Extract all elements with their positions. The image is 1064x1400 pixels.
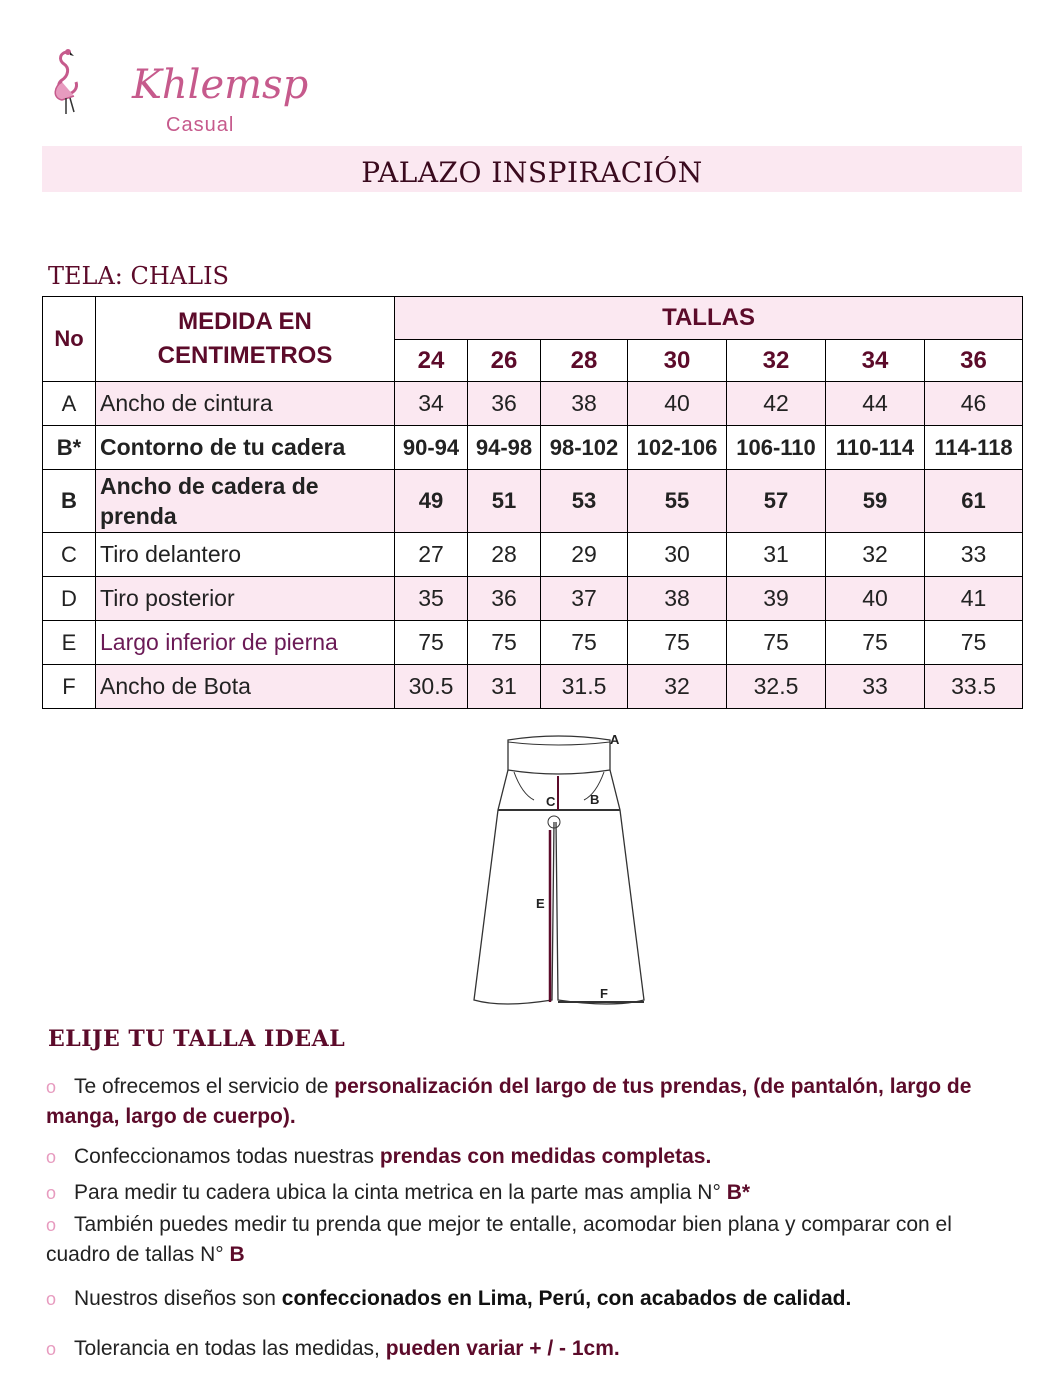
- table-row: [43, 533, 1023, 577]
- guide-item-text: Nuestros diseños son: [74, 1287, 282, 1310]
- row-label: Ancho de Bota: [96, 665, 395, 709]
- bullet-icon: o: [46, 1077, 57, 1097]
- row-value: 28: [468, 533, 541, 577]
- guide-item-text: Tolerancia en todas las medidas,: [74, 1337, 386, 1360]
- row-value: 75: [727, 621, 826, 665]
- row-id: B: [43, 470, 96, 533]
- row-label: Tiro delantero: [96, 533, 395, 577]
- size-header: 36: [925, 340, 1023, 382]
- row-value: 59: [826, 470, 925, 533]
- brand-logo: [48, 44, 309, 136]
- guide-item: [46, 1178, 1006, 1208]
- row-value: 37: [541, 577, 628, 621]
- row-label: Contorno de tu cadera: [96, 426, 395, 470]
- size-header: 26: [468, 340, 541, 382]
- guide-item-strong: confeccionados en Lima, Perú, con acabados de calidad.: [281, 1287, 852, 1310]
- row-id: E: [43, 621, 96, 665]
- row-id: D: [43, 577, 96, 621]
- row-value: 53: [541, 470, 628, 533]
- row-id: B*: [43, 426, 96, 470]
- row-value: 32.5: [727, 665, 826, 709]
- row-value: 38: [541, 382, 628, 426]
- row-id: A: [43, 382, 96, 426]
- row-value: 75: [925, 621, 1023, 665]
- row-value: 29: [541, 533, 628, 577]
- row-value: 102-106: [628, 426, 727, 470]
- bullet-icon: o: [46, 1289, 57, 1309]
- row-value: 35: [395, 577, 468, 621]
- row-value: 31: [468, 665, 541, 709]
- row-value: 98-102: [541, 426, 628, 470]
- bullet-icon: o: [46, 1183, 57, 1203]
- guide-item: [46, 1142, 1006, 1172]
- row-value: 61: [925, 470, 1023, 533]
- row-label: Tiro posterior: [96, 577, 395, 621]
- row-label: Ancho de cadera de prenda: [96, 470, 395, 533]
- guide-item: [46, 1210, 1006, 1270]
- guide-item-strong: pueden variar + / - 1cm.: [385, 1337, 620, 1360]
- size-header: 28: [541, 340, 628, 382]
- row-value: 31: [727, 533, 826, 577]
- guide-item-text: También puedes medir tu prenda que mejor te entalle, acomodar bien plana y comparar con el cuadro de tallas N°: [46, 1213, 952, 1266]
- diagram-label-e: E: [536, 896, 545, 911]
- row-value: 30: [628, 533, 727, 577]
- guide-item: [46, 1072, 1006, 1132]
- row-value: 110-114: [826, 426, 925, 470]
- row-label: Ancho de cintura: [96, 382, 395, 426]
- row-value: 32: [826, 533, 925, 577]
- guide-item-strong: personalización del largo de tus prendas, (de pantalón, largo de manga, largo de cuerpo).: [46, 1075, 972, 1128]
- guide-item-text: Para medir tu cadera ubica la cinta metrica en la parte mas amplia N°: [74, 1181, 727, 1204]
- diagram-label-b: B: [590, 792, 600, 807]
- table-row: [43, 621, 1023, 665]
- flamingo-icon: [48, 46, 88, 116]
- guide-title: ELIJE TU TALLA IDEAL: [48, 1026, 346, 1052]
- guide-item-text: Confeccionamos todas nuestras: [74, 1145, 380, 1168]
- size-header: 32: [727, 340, 826, 382]
- page-title: PALAZO INSPIRACIÓN: [361, 156, 703, 189]
- row-value: 31.5: [541, 665, 628, 709]
- table-row: [43, 426, 1023, 470]
- row-value: 44: [826, 382, 925, 426]
- table-row: [43, 470, 1023, 533]
- row-value: 41: [925, 577, 1023, 621]
- diagram-label-a: A: [610, 732, 620, 747]
- row-value: 36: [468, 577, 541, 621]
- row-value: 90-94: [395, 426, 468, 470]
- brand-name: Khlemsp: [132, 62, 309, 108]
- guide-item-strong: prendas con medidas completas.: [379, 1145, 712, 1168]
- row-id: F: [43, 665, 96, 709]
- row-value: 39: [727, 577, 826, 621]
- row-value: 27: [395, 533, 468, 577]
- bullet-icon: o: [46, 1339, 57, 1359]
- bullet-icon: o: [46, 1215, 57, 1235]
- size-header: 30: [628, 340, 727, 382]
- row-value: 40: [826, 577, 925, 621]
- table-row: [43, 382, 1023, 426]
- size-header: 24: [395, 340, 468, 382]
- row-value: 49: [395, 470, 468, 533]
- row-value: 33: [826, 665, 925, 709]
- row-value: 42: [727, 382, 826, 426]
- size-header: 34: [826, 340, 925, 382]
- tallas-header: TALLAS: [395, 297, 1023, 340]
- row-value: 32: [628, 665, 727, 709]
- row-value: 36: [468, 382, 541, 426]
- bullet-icon: o: [46, 1147, 57, 1167]
- guide-item-text: Te ofrecemos el servicio de: [74, 1075, 335, 1098]
- row-label: Largo inferior de pierna: [96, 621, 395, 665]
- guide-item: [46, 1334, 1006, 1364]
- guide-item-strong: B: [229, 1243, 245, 1266]
- row-value: 75: [826, 621, 925, 665]
- row-value: 33: [925, 533, 1023, 577]
- size-table: [42, 296, 1023, 709]
- title-band: [42, 146, 1022, 192]
- diagram-label-f: F: [600, 986, 608, 1001]
- table-header-row: [43, 297, 1023, 340]
- col-measure-header: MEDIDA EN CENTIMETROS: [96, 297, 395, 382]
- row-value: 46: [925, 382, 1023, 426]
- brand-tagline: Casual: [166, 114, 235, 136]
- row-value: 40: [628, 382, 727, 426]
- diagram-label-c: C: [546, 794, 556, 809]
- row-value: 33.5: [925, 665, 1023, 709]
- guide-item: [46, 1284, 1006, 1314]
- row-value: 94-98: [468, 426, 541, 470]
- row-value: 75: [395, 621, 468, 665]
- row-id: C: [43, 533, 96, 577]
- row-value: 38: [628, 577, 727, 621]
- pants-diagram: [462, 732, 662, 1022]
- table-row: [43, 577, 1023, 621]
- row-value: 114-118: [925, 426, 1023, 470]
- row-value: 75: [541, 621, 628, 665]
- row-value: 75: [468, 621, 541, 665]
- row-value: 57: [727, 470, 826, 533]
- col-no-header: No: [43, 297, 96, 382]
- row-value: 30.5: [395, 665, 468, 709]
- guide-item-strong: B*: [726, 1181, 751, 1204]
- row-value: 34: [395, 382, 468, 426]
- row-value: 75: [628, 621, 727, 665]
- row-value: 51: [468, 470, 541, 533]
- row-value: 55: [628, 470, 727, 533]
- fabric-label: TELA: CHALIS: [48, 262, 229, 290]
- table-row: [43, 665, 1023, 709]
- row-value: 106-110: [727, 426, 826, 470]
